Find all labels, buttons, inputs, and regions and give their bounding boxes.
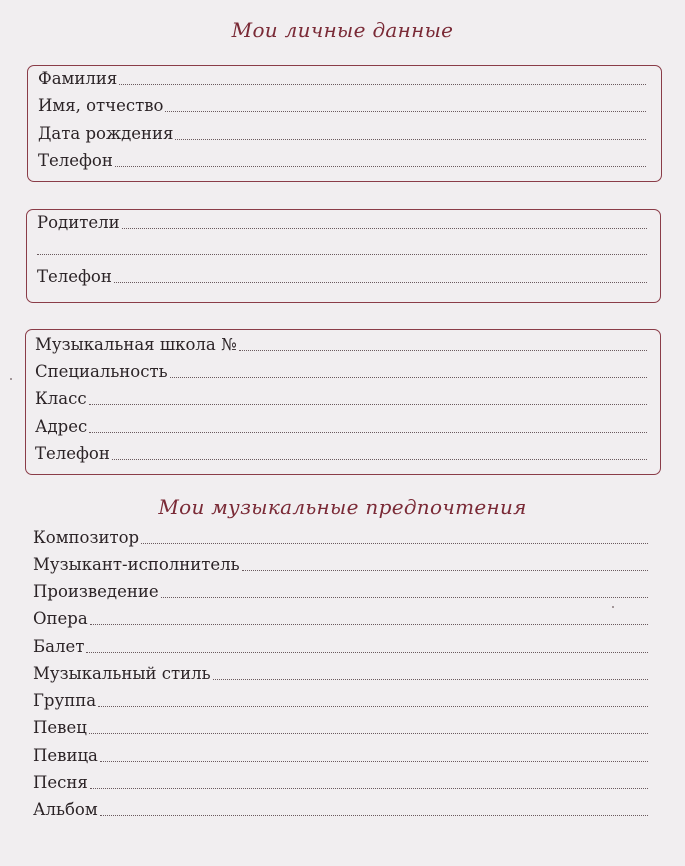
- address-label: Адрес: [35, 417, 88, 436]
- album-field[interactable]: [33, 800, 648, 820]
- band-field[interactable]: [33, 691, 648, 711]
- music-style-field[interactable]: [33, 664, 648, 684]
- class-field[interactable]: [35, 389, 647, 409]
- male-singer-line[interactable]: [89, 733, 648, 734]
- parents-line[interactable]: [122, 228, 647, 229]
- ballet-label: Балет: [33, 637, 85, 656]
- piece-line[interactable]: [161, 597, 648, 598]
- female-singer-line[interactable]: [100, 761, 648, 762]
- opera-line[interactable]: [90, 624, 648, 625]
- album-line[interactable]: [100, 815, 648, 816]
- parents-phone-label: Телефон: [37, 267, 112, 286]
- class-label: Класс: [35, 389, 87, 408]
- birth-date-line[interactable]: [175, 139, 646, 140]
- name-patronymic-field[interactable]: [38, 96, 646, 116]
- personal-phone-label: Телефон: [38, 151, 113, 170]
- parents-phone-field[interactable]: [37, 267, 647, 287]
- name-patronymic-label: Имя, отчество: [38, 96, 164, 115]
- birth-date-label: Дата рождения: [38, 124, 174, 143]
- male-singer-field[interactable]: [33, 718, 648, 738]
- opera-label: Опера: [33, 609, 88, 628]
- class-line[interactable]: [89, 404, 647, 405]
- male-singer-label: Певец: [33, 718, 87, 737]
- song-label: Песня: [33, 773, 88, 792]
- address-line[interactable]: [89, 432, 647, 433]
- ballet-line[interactable]: [86, 652, 648, 653]
- music-style-line[interactable]: [213, 679, 648, 680]
- piece-field[interactable]: [33, 582, 648, 602]
- band-line[interactable]: [98, 706, 648, 707]
- personal-data-title: Мои личные данные: [231, 18, 454, 42]
- birth-date-field[interactable]: [38, 124, 646, 144]
- composer-label: Композитор: [33, 528, 140, 547]
- opera-field[interactable]: [33, 609, 648, 629]
- specialty-line[interactable]: [170, 377, 647, 378]
- address-field[interactable]: [35, 417, 647, 437]
- school-phone-field[interactable]: [35, 444, 647, 464]
- name-patronymic-line[interactable]: [165, 111, 646, 112]
- performer-label: Музыкант-исполнитель: [33, 555, 240, 574]
- song-field[interactable]: [33, 773, 648, 793]
- music-style-label: Музыкальный стиль: [33, 664, 211, 683]
- piece-label: Произведение: [33, 582, 159, 601]
- ballet-field[interactable]: [33, 637, 648, 657]
- music-school-field[interactable]: [35, 335, 647, 355]
- parents-phone-line[interactable]: [114, 282, 647, 283]
- music-school-line[interactable]: [239, 350, 647, 351]
- paper-speck: [612, 606, 614, 608]
- paper-speck: [10, 378, 12, 380]
- composer-field[interactable]: [33, 528, 648, 548]
- personal-phone-field[interactable]: [38, 151, 646, 171]
- specialty-field[interactable]: [35, 362, 647, 382]
- school-phone-line[interactable]: [112, 459, 647, 460]
- band-label: Группа: [33, 691, 97, 710]
- female-singer-field[interactable]: [33, 746, 648, 766]
- music-school-label: Музыкальная школа №: [35, 335, 237, 354]
- surname-field[interactable]: [38, 69, 646, 89]
- surname-label: Фамилия: [38, 69, 118, 88]
- specialty-label: Специальность: [35, 362, 168, 381]
- parents-label: Родители: [37, 213, 120, 232]
- song-line[interactable]: [90, 788, 648, 789]
- music-preferences-title: Мои музыкальные предпочтения: [158, 495, 527, 519]
- parents-extra-line[interactable]: [37, 254, 647, 255]
- surname-line[interactable]: [119, 84, 646, 85]
- performer-line[interactable]: [242, 570, 648, 571]
- school-phone-label: Телефон: [35, 444, 110, 463]
- performer-field[interactable]: [33, 555, 648, 575]
- female-singer-label: Певица: [33, 746, 98, 765]
- album-label: Альбом: [33, 800, 98, 819]
- composer-line[interactable]: [141, 543, 648, 544]
- parents-field[interactable]: [37, 213, 647, 233]
- personal-phone-line[interactable]: [115, 166, 646, 167]
